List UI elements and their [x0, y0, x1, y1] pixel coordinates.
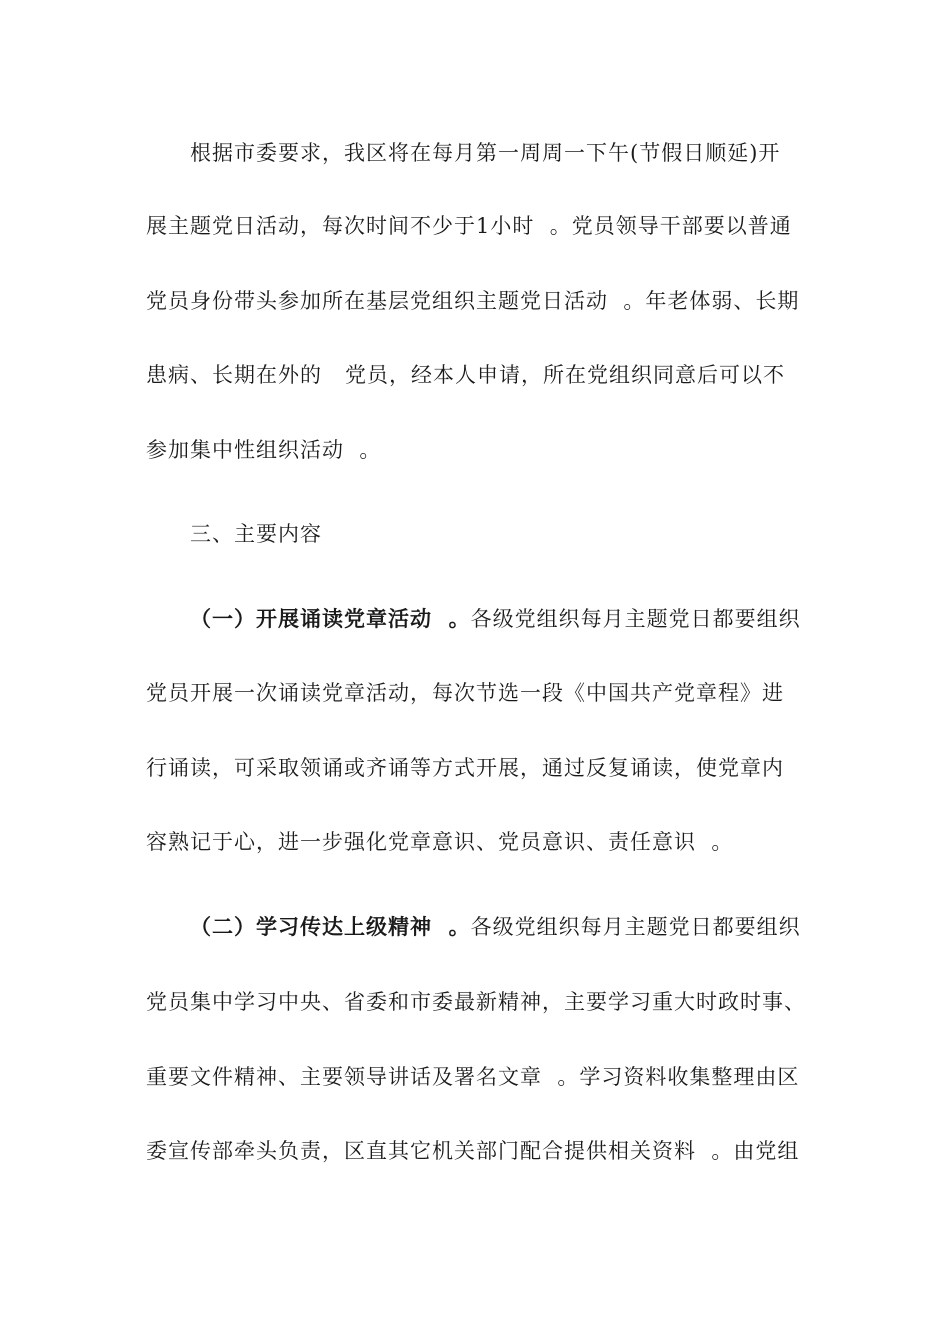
heading-text: 三、主要内容: [190, 522, 322, 546]
section-1-line-1: [190, 599, 950, 639]
paragraph-1-line-5: [146, 430, 950, 470]
section-1-title: （一）开展诵读党章活动 。: [190, 607, 471, 631]
section-2-line-4: [146, 1131, 950, 1171]
paragraph-text: 参加集中性组织活动 。: [146, 438, 382, 462]
paragraph-text: 党员身份带头参加所在基层党组织主题党日活动 。年老体弱、长期: [146, 289, 800, 313]
section-1-line-3: [146, 748, 950, 788]
section-1-text: 容熟记于心，进一步强化党章意识、党员意识、责任意识 。: [146, 830, 734, 854]
section-2-line-3: [146, 1057, 950, 1097]
section-1-line-4: [146, 822, 950, 862]
paragraph-text: 患病、长期在外的 党员，经本人申请，所在党组织同意后可以不: [146, 363, 786, 387]
paragraph-1-line-3: [146, 281, 950, 321]
section-1-text: 各级党组织每月主题党日都要组织: [470, 607, 801, 631]
section-1-line-2: [146, 673, 950, 713]
section-2-text: 各级党组织每月主题党日都要组织: [470, 915, 801, 939]
paragraph-text: 根据市委要求，我区将在每月第一周周一下午(节假日顺延)开: [190, 141, 781, 165]
section-2-line-1: [190, 907, 950, 947]
paragraph-1-line-1: [190, 133, 950, 173]
section-2-text: 重要文件精神、主要领导讲话及署名文章 。学习资料收集整理由区: [146, 1065, 800, 1089]
section-2-line-2: [146, 982, 950, 1022]
section-2-title: （二）学习传达上级精神 。: [190, 915, 471, 939]
section-1-text: 党员开展一次诵读党章活动，每次节选一段《中国共产党章程》进: [146, 681, 784, 705]
section-heading: [190, 514, 950, 554]
paragraph-1-line-4: [146, 355, 950, 395]
section-2-text: 党员集中学习中央、省委和市委最新精神，主要学习重大时政时事、: [146, 990, 806, 1014]
section-2-text: 委宣传部牵头负责，区直其它机关部门配合提供相关资料 。由党组: [146, 1139, 800, 1163]
section-1-text: 行诵读，可采取领诵或齐诵等方式开展，通过反复诵读，使党章内: [146, 756, 784, 780]
paragraph-text: 展主题党日活动，每次时间不少于1小时 。党员领导干部要以普通: [146, 214, 792, 238]
paragraph-1-line-2: [146, 206, 950, 246]
